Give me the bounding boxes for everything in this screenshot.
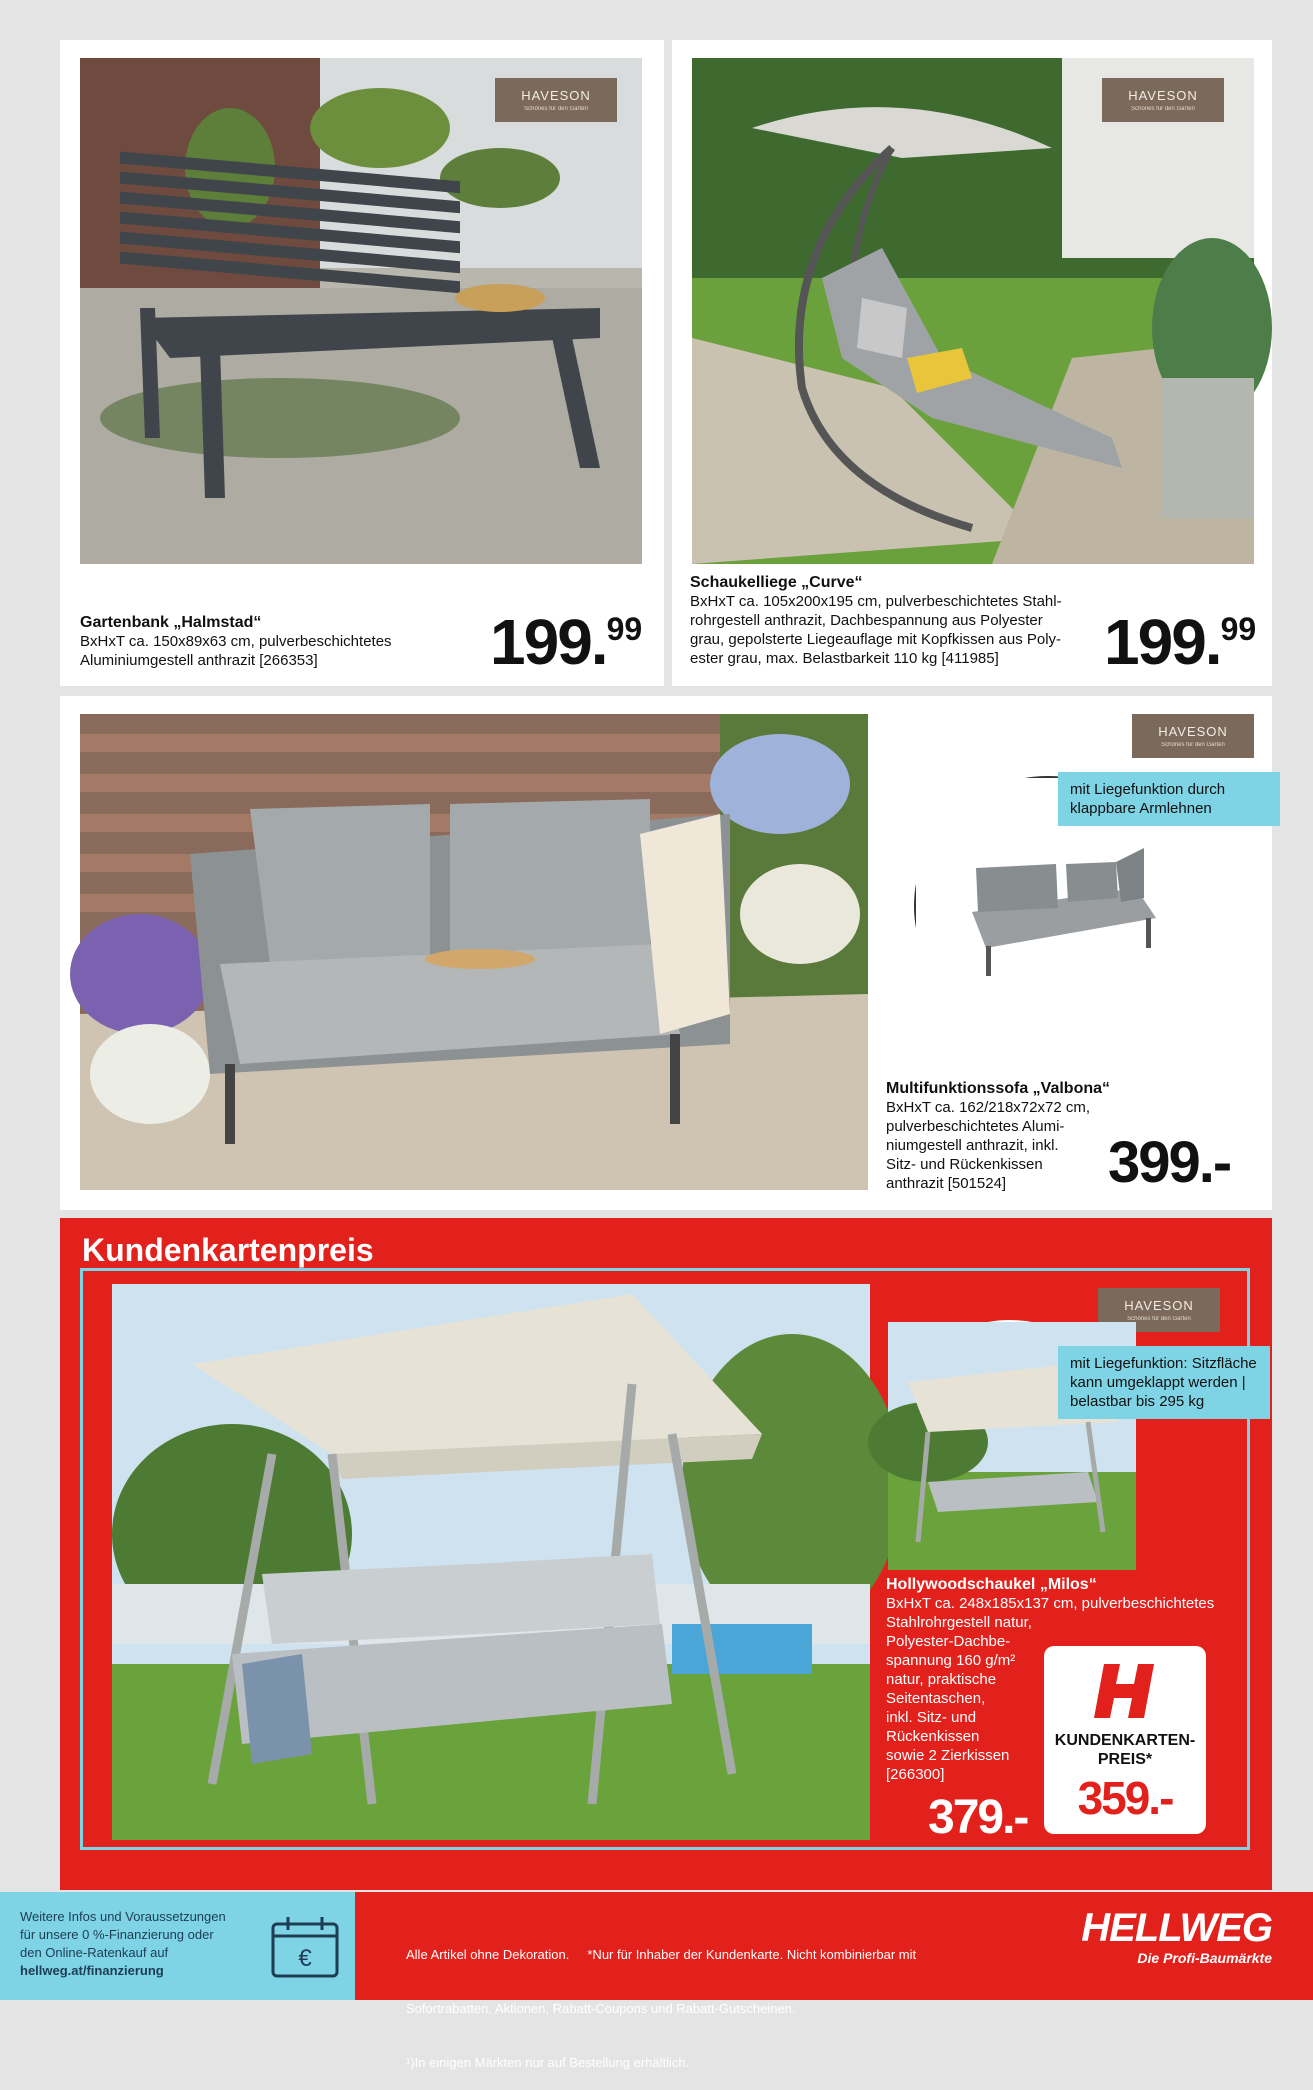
product-desc: Stahlrohrgestell natur, (886, 1614, 1032, 1631)
product-name: Gartenbank „Halmstad“ (80, 614, 262, 631)
footer-note: ¹)In einigen Märkten nur auf Bestellung erhältlich. (406, 2055, 690, 2070)
product-desc: BxHxT ca. 105x200x195 cm, pulverbeschichtetes Stahl- (690, 593, 1062, 610)
brand-name: HAVESON (521, 88, 591, 103)
hellweg-logo[interactable] (1036, 1908, 1272, 1966)
footer-notes (406, 1910, 1006, 2090)
product-desc: Polyester-Dachbe- (886, 1633, 1011, 1650)
fin-line: den Online-Ratenkauf auf (20, 1945, 169, 1960)
bubble-line: klappbare Armlehnen (1070, 800, 1212, 817)
calendar-euro-icon (270, 1914, 340, 1980)
fin-line: Weitere Infos und Voraussetzungen (20, 1909, 226, 1924)
card-price: 359.- (1077, 1772, 1173, 1824)
brand-name: HAVESON (1128, 88, 1198, 103)
card-label-line: PREIS* (1097, 1751, 1153, 1768)
product-name: Hollywoodschaukel „Milos“ (886, 1576, 1097, 1593)
product-desc: Sitz- und Rückenkissen (886, 1156, 1043, 1173)
haveson-badge (1132, 714, 1254, 758)
product-desc: inkl. Sitz- und (886, 1709, 977, 1726)
brand-name: HAVESON (1158, 724, 1228, 739)
price-bench (490, 606, 643, 678)
haveson-badge (1102, 78, 1224, 122)
product-desc: niumgestell anthrazit, inkl. (886, 1137, 1059, 1154)
product-desc: sowie 2 Zierkissen (886, 1747, 1010, 1764)
sofa-text (886, 1080, 1116, 1193)
product-desc: ester grau, max. Belastbarkeit 110 kg [411985] (690, 650, 999, 667)
section-title: Kundenkartenpreis (82, 1232, 374, 1268)
footer-note: Sofortrabatten, Aktionen, Rabatt-Coupons und Rabatt-Gutscheinen. (406, 2001, 796, 2016)
lounger-photo (692, 58, 1254, 564)
hellweg-h-icon (1092, 1662, 1158, 1720)
swing-photo (112, 1284, 870, 1840)
bubble-line: mit Liegefunktion durch (1070, 781, 1226, 798)
brand-tagline: Schönes für den Garten (1161, 742, 1225, 748)
footer-note: Alle Artikel ohne Dekoration. *Nur für Inhaber der Kundenkarte. Nicht kombinierbar mit (406, 1947, 917, 1962)
product-desc: rohrgestell anthrazit, Dachbespannung aus Polyester (690, 612, 1043, 629)
customer-card-price-box (1044, 1646, 1206, 1834)
financing-link[interactable]: hellweg.at/finanzierung (20, 1963, 164, 1978)
price-cents: 99 (606, 611, 643, 648)
bench-photo (80, 58, 642, 564)
financing-box (0, 1892, 355, 2000)
bubble-line: mit Liegefunktion: Sitzfläche (1070, 1355, 1257, 1372)
product-desc: Rückenkissen (886, 1728, 980, 1745)
sofa-feature-bubble (1058, 772, 1280, 826)
brand-tagline: Schönes für den Garten (1131, 106, 1195, 112)
product-desc: spannung 160 g/m² (886, 1652, 1016, 1669)
bubble-line: belastbar bis 295 kg (1070, 1393, 1205, 1410)
bench-text (80, 614, 440, 670)
product-desc: Aluminiumgestell anthrazit [266353] (80, 652, 318, 669)
product-panel-lounger (672, 40, 1272, 686)
product-panel-sofa (60, 696, 1272, 1210)
product-desc: pulverbeschichtetes Alumi- (886, 1118, 1065, 1135)
price-sofa: 399.- (1108, 1130, 1231, 1195)
brand-tagline: Schönes für den Garten (524, 106, 588, 112)
product-desc: BxHxT ca. 162/218x72x72 cm, (886, 1099, 1090, 1116)
swing-feature-bubble (1058, 1346, 1270, 1419)
product-name: Multifunktionssofa „Valbona“ (886, 1080, 1111, 1097)
lounger-text (690, 574, 1090, 668)
sofa-photo (80, 714, 868, 1190)
brand-name: HAVESON (1124, 1298, 1194, 1313)
bubble-line: kann umgeklappt werden | (1070, 1374, 1246, 1391)
product-desc: natur, praktische (886, 1671, 997, 1688)
product-desc: anthrazit [501524] (886, 1175, 1007, 1192)
card-label-line: KUNDENKARTEN- (1054, 1732, 1196, 1749)
product-desc: [266300] (886, 1766, 945, 1783)
card-price-label (1044, 1731, 1206, 1769)
product-desc: BxHxT ca. 150x89x63 cm, pulverbeschichtetes (80, 633, 392, 650)
product-desc: BxHxT ca. 248x185x137 cm, pulverbeschichtetes (886, 1595, 1215, 1612)
logo-slogan: Die Profi-Baumärkte (1137, 1950, 1272, 1966)
financing-text (20, 1908, 260, 1980)
price-main: 199. (1104, 606, 1221, 678)
product-desc: grau, gepolsterte Liegeauflage mit Kopfkissen aus Poly- (690, 631, 1062, 648)
product-name: Schaukelliege „Curve“ (690, 574, 863, 591)
logo-text: HELLWEG (1081, 1906, 1272, 1950)
product-panel-bench (60, 40, 664, 686)
price-cents: 99 (1220, 611, 1257, 648)
brand-tagline: Schönes für den Garten (1127, 1316, 1191, 1322)
price-main: 199. (490, 606, 607, 678)
svg-text:€: € (298, 1945, 312, 1972)
product-desc: Seitentaschen, (886, 1690, 986, 1707)
fin-line: für unsere 0 %-Finanzierung oder (20, 1927, 214, 1942)
price-lounger (1104, 606, 1257, 678)
haveson-badge (495, 78, 617, 122)
regular-price-swing: 379.- (928, 1791, 1028, 1844)
